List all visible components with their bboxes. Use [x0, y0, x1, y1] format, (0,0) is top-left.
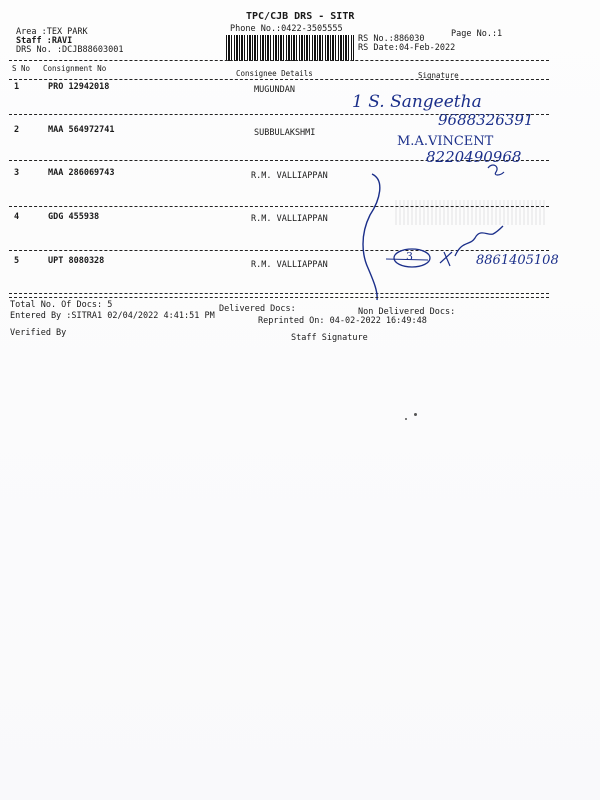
delivered-docs: Delivered Docs:: [219, 304, 296, 314]
row-consignee: SUBBULAKSHMI: [254, 128, 316, 138]
area-label: Area :TEX PARK: [16, 27, 88, 37]
handwritten-phone: 8220490968: [426, 148, 522, 166]
row-consignee: R.M. VALLIAPPAN: [251, 214, 328, 224]
staff-label: Staff :RAVI: [16, 36, 73, 46]
row-consignment-no: PRO 12942018: [48, 82, 110, 92]
divider-line: [9, 297, 549, 298]
row-consignee: R.M. VALLIAPPAN: [251, 171, 328, 181]
scan-speck: [414, 413, 417, 416]
rs-number: RS No.:886030: [358, 34, 425, 44]
verified-by: Verified By: [10, 328, 67, 338]
initials-scribble: [488, 165, 504, 175]
row-sno: 2: [14, 125, 20, 135]
phone-number: Phone No.:0422-3505555: [230, 24, 343, 34]
page-number: Page No.:1: [451, 29, 503, 39]
drs-number: DRS No. :DCJB88603001: [16, 45, 124, 55]
row-consignment-no: MAA 564972741: [48, 125, 115, 135]
row-sno: 3: [14, 168, 20, 178]
row-consignment-no: GDG 455938: [48, 212, 100, 222]
row-consignment-no: MAA 286069743: [48, 168, 115, 178]
column-header-signature: Signature: [418, 71, 459, 80]
non-delivered-docs: Non Delivered Docs:: [358, 307, 456, 317]
total-docs: Total No. Of Docs: 5: [10, 300, 113, 310]
row-consignment-no: UPT 8080328: [48, 256, 105, 266]
row-sno: 4: [14, 212, 20, 222]
handwritten-mark: 3: [406, 250, 413, 263]
row-consignee: MUGUNDAN: [254, 85, 295, 95]
row-sno: 5: [14, 256, 20, 266]
handwritten-name: M.A.VINCENT: [397, 134, 494, 149]
brace-stroke: [363, 174, 380, 300]
reprinted-on: Reprinted On: 04-02-2022 16:49:48: [258, 316, 427, 326]
column-header-consignee: Consignee Details: [236, 69, 313, 78]
cross-stroke: [440, 252, 452, 266]
document-title: TPC/CJB DRS - SITR: [246, 11, 355, 22]
signature-scribble: [455, 226, 503, 256]
handwritten-phone: 8861405108: [476, 253, 559, 268]
staff-signature: Staff Signature: [291, 333, 368, 343]
row-consignee: R.M. VALLIAPPAN: [251, 260, 328, 270]
scan-speck: [405, 418, 407, 420]
entered-by: Entered By :SITRA1 02/04/2022 4:41:51 PM: [10, 311, 215, 321]
row-sno: 1: [14, 82, 20, 92]
handwritten-name: 1 S. Sangeetha: [352, 92, 482, 112]
column-header-consignment: Consignment No: [43, 64, 107, 73]
handwritten-phone: 9688326391: [438, 111, 534, 129]
column-header-sno: S No: [12, 64, 31, 73]
rs-date: RS Date:04-Feb-2022: [358, 43, 456, 53]
